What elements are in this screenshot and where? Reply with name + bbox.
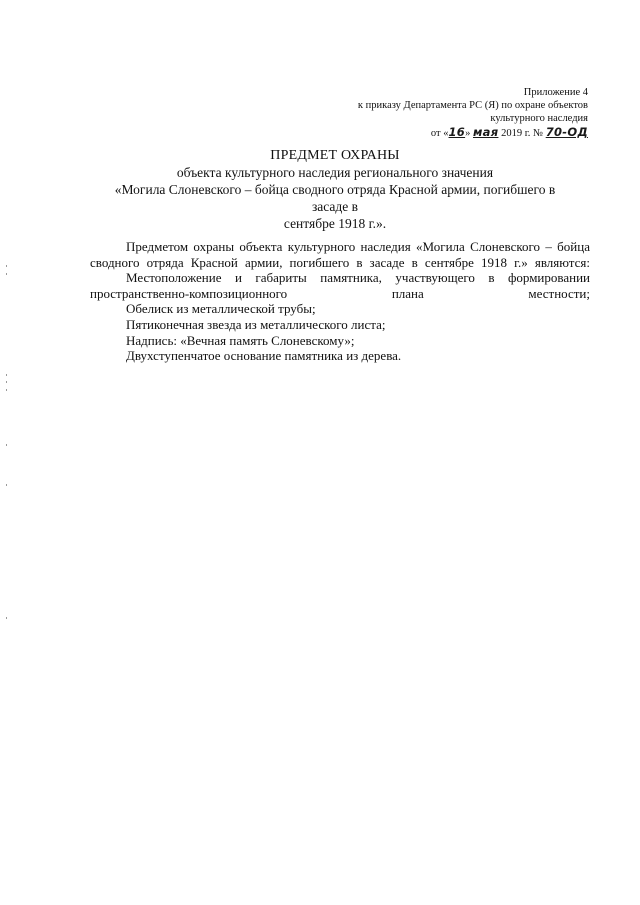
scan-speck (6, 484, 7, 486)
date-prefix: от « (430, 128, 449, 139)
scan-speck (6, 389, 7, 391)
list-item: Обелиск из металлической трубы; (126, 301, 316, 317)
scan-speck (6, 273, 7, 275)
scan-speck (6, 374, 7, 376)
appendix-header (288, 86, 588, 140)
title-heading: ПРЕДМЕТ ОХРАНЫ (270, 148, 400, 163)
scan-speck (6, 617, 7, 619)
date-day-handwritten: 16 (448, 125, 466, 139)
order-number-handwritten: 70-ОД (545, 125, 588, 139)
appendix-date-line (288, 126, 588, 140)
title-object-name-line2: сентябре 1918 г.». (283, 216, 387, 231)
date-mid: » (465, 128, 471, 139)
scan-speck (6, 444, 7, 446)
list-item: Двухступенчатое основание памятника из дерева. (126, 348, 402, 364)
scan-speck (6, 381, 7, 383)
appendix-number: Приложение 4 (523, 87, 588, 98)
scan-speck (6, 265, 7, 267)
title-subheading: объекта культурного наследия регионального значения (176, 165, 494, 180)
list-item: Местоположение и габариты памятника, участвующего в формировании пространственно-композиционного плана местности; (90, 270, 590, 301)
document-title (95, 147, 575, 232)
appendix-department: культурного наследия (490, 113, 588, 124)
list-item: Пятиконечная звезда из металлического листа; (126, 316, 386, 332)
date-month-handwritten: мая (472, 125, 499, 139)
date-year: 2019 г. № (501, 128, 544, 139)
document-body (90, 239, 590, 364)
list-item: Надпись: «Вечная память Слоневскому»; (126, 332, 355, 348)
title-object-name-line1: «Могила Слоневского – бойца сводного отряда Красной армии, погибшего в засаде в (114, 182, 556, 214)
body-intro: Предметом охраны объекта культурного наследия «Могила Слоневского – бойца сводного отряда Красной армии, погибшего в засаде в сентябре 1918 г.» являются: (90, 239, 590, 270)
appendix-order-ref: к приказу Департамента РС (Я) по охране объектов (357, 100, 588, 111)
